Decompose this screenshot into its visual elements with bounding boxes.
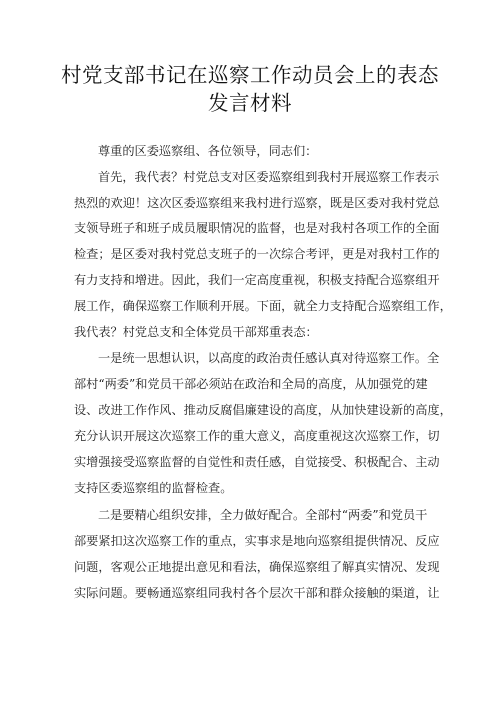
paragraph-line: 有力支持和增进。因此，我们一定高度重视，积极支持配合巡察组开 xyxy=(74,273,440,287)
paragraph-line: 设、改进工作作风、推动反腐倡廉建设的高度，从加快建设新的高度， xyxy=(74,403,452,417)
paragraph-line: 支领导班子和班子成员履职情况的监督，也是对我村各项工作的全面 xyxy=(74,221,440,235)
paragraph-line: 充分认识开展这次巡察工作的重大意义，高度重视这次巡察工作，切 xyxy=(74,429,440,443)
paragraph-line: 部要紧扣这次巡察工作的重点，实事求是地向巡察组提供情况、反应 xyxy=(74,534,440,548)
paragraph-line: 部村“两委”和党员干部必须站在政治和全局的高度，从加强党的建 xyxy=(74,377,428,391)
paragraph-line: 热烈的欢迎！这次区委巡察组来我村进行巡察，既是区委对我村党总 xyxy=(74,196,440,210)
salutation: 尊重的区委巡察组、各位领导，同志们： xyxy=(98,144,318,158)
paragraph-line: 一是统一思想认识，以高度的政治责任感认真对待巡察工作。全 xyxy=(98,351,440,365)
paragraph-line: 检查；是区委对我村党总支班子的一次综合考评，更是对我村工作的 xyxy=(74,247,440,261)
paragraph-line: 问题，客观公正地提出意见和看法，确保巡察组了解真实情况、发现 xyxy=(74,560,440,574)
paragraph-line: 展工作，确保巡察工作顺利开展。下面，就全力支持配合巡察组工作， xyxy=(74,299,452,313)
document-title-line-1: 村党支部书记在巡察工作动员会上的表态 xyxy=(61,63,439,87)
paragraph-line: 实际问题。要畅通巡察组同我村各个层次干部和群众接触的渠道，让 xyxy=(74,586,440,600)
paragraph-line: 我代表？村党总支和全体党员干部郑重表态： xyxy=(74,325,318,339)
paragraph-line: 支持区委巡察组的监督检查。 xyxy=(74,481,233,495)
document-title-line-2: 发言材料 xyxy=(208,91,292,115)
paragraph-line: 首先，我代表？村党总支对区委巡察组到我村开展巡察工作表示 xyxy=(98,170,440,184)
paragraph-line: 实增强接受巡察监督的自觉性和责任感，自觉接受、积极配合、主动 xyxy=(74,455,440,469)
paragraph-line: 二是要精心组织安排，全力做好配合。全部村“两委”和党员干 xyxy=(98,508,428,522)
